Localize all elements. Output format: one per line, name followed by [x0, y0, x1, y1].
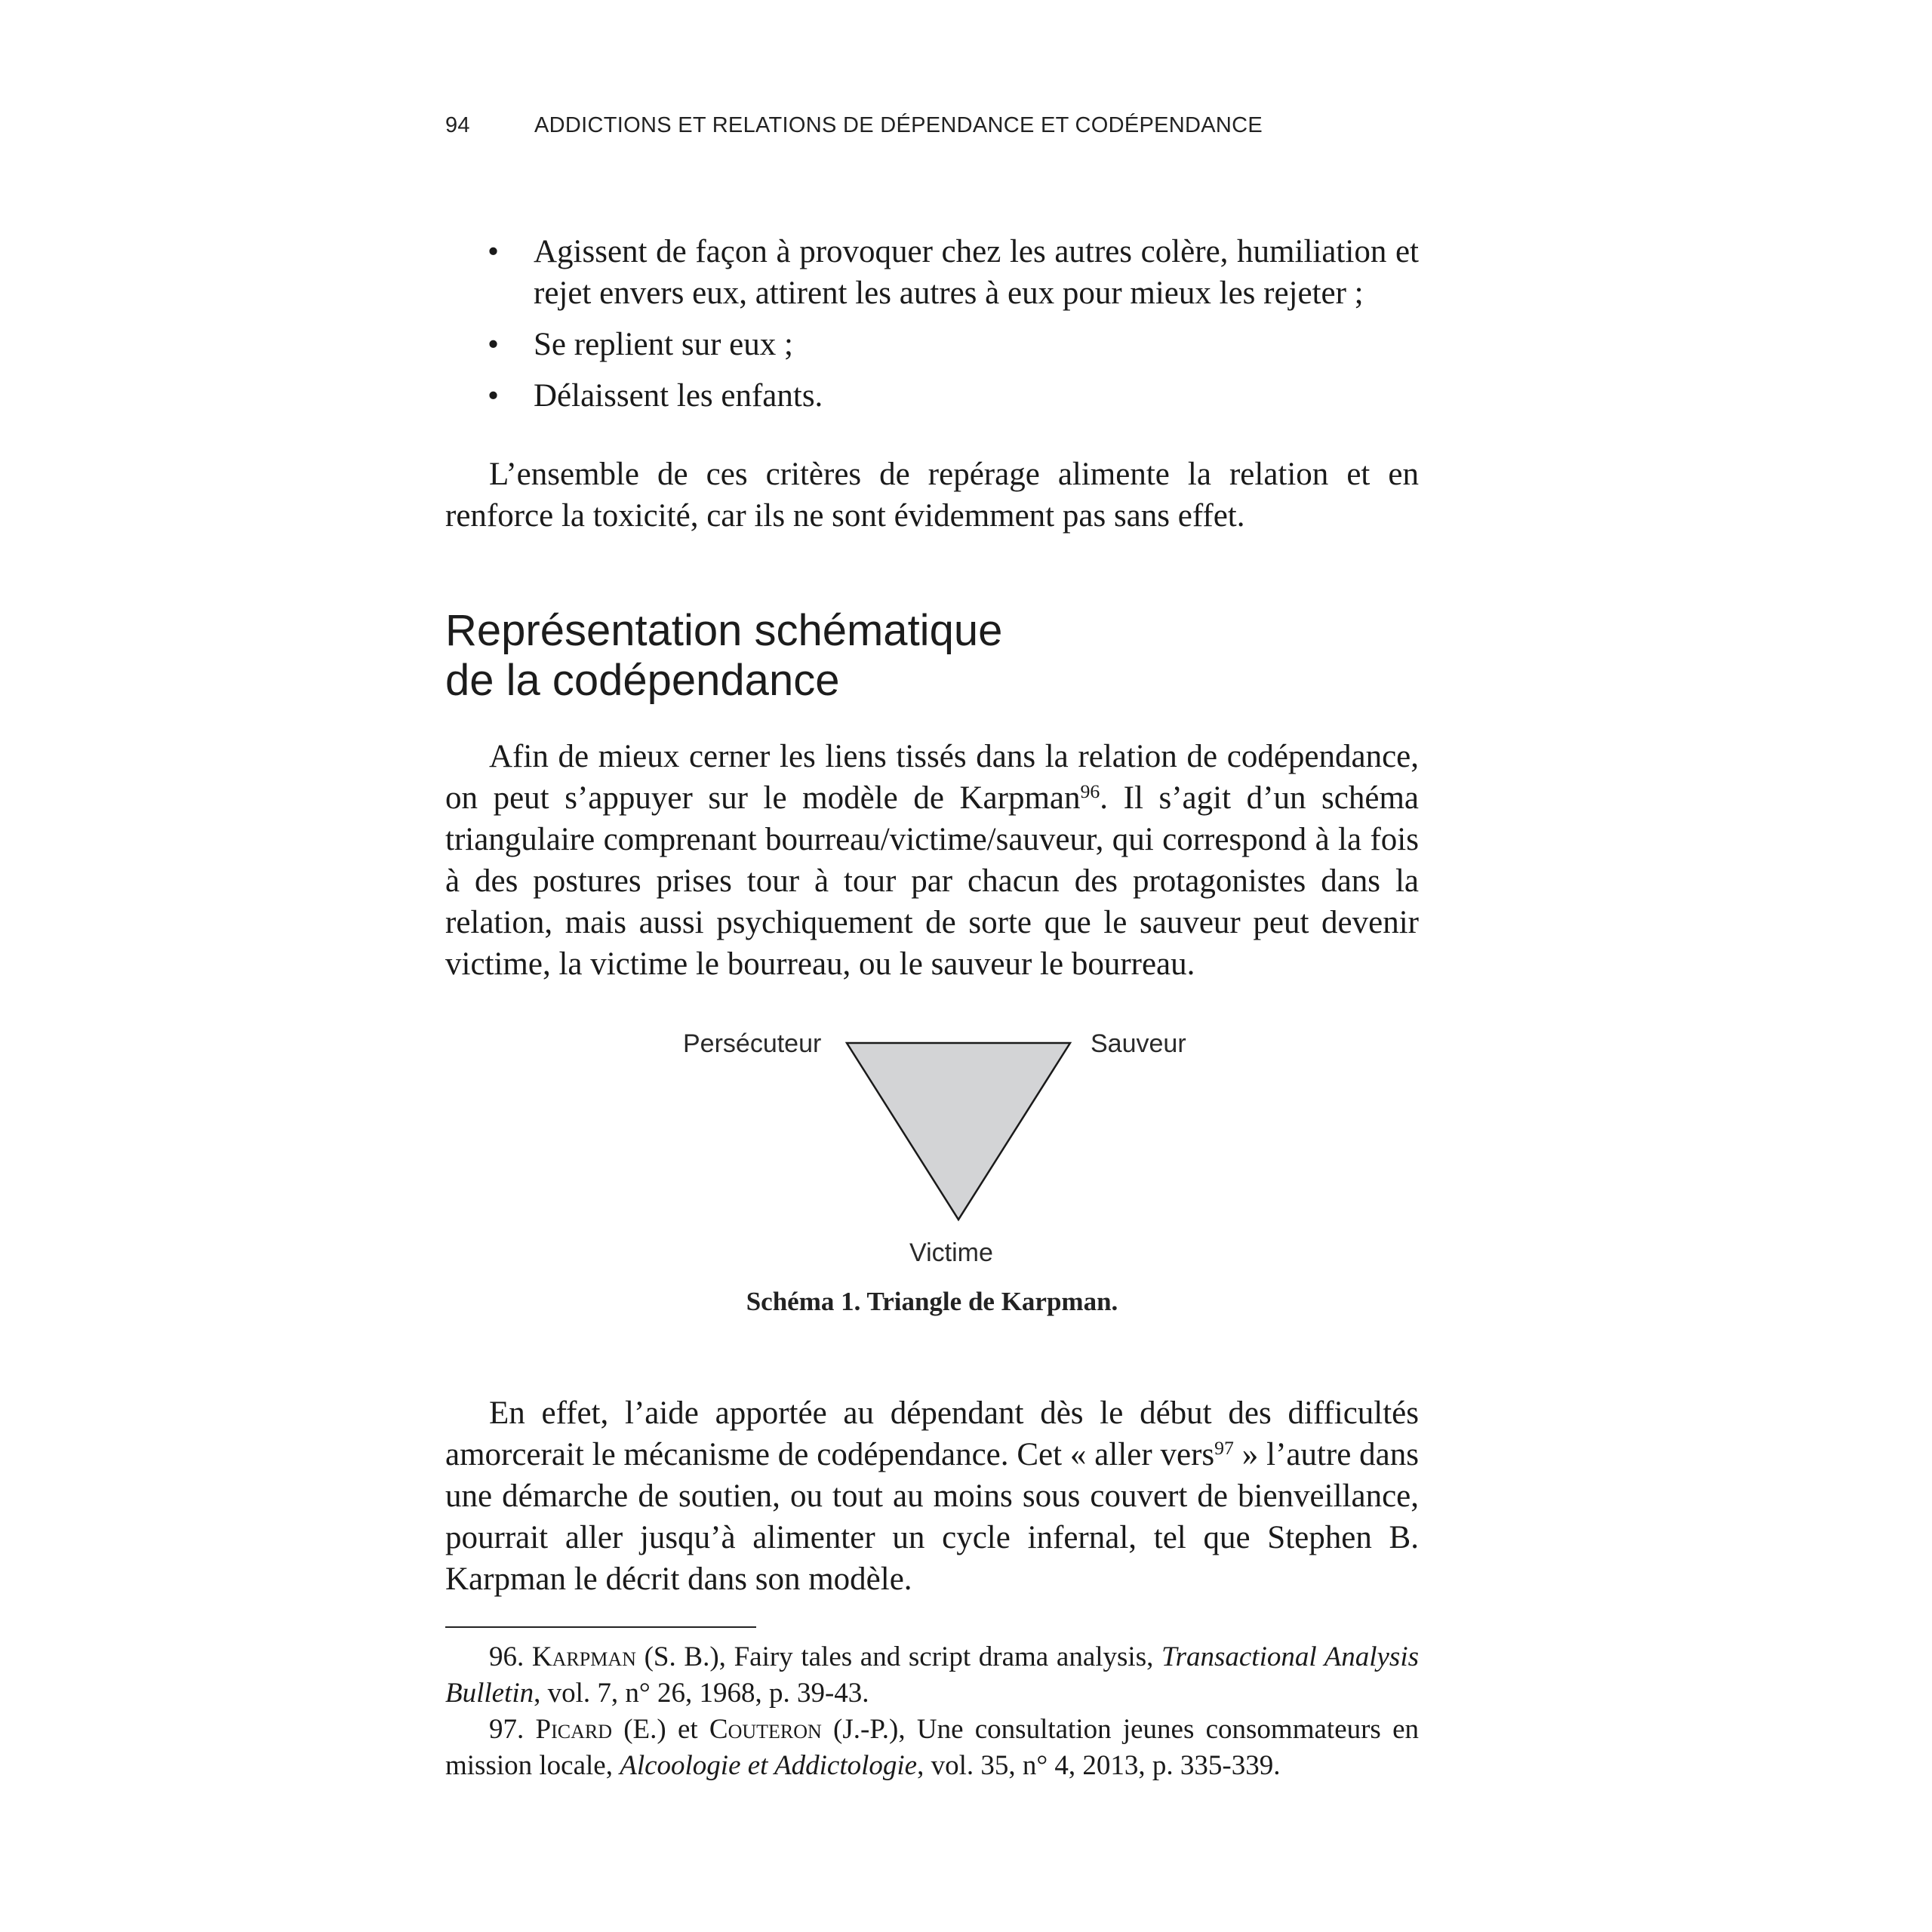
running-head-title: ADDICTIONS ET RELATIONS DE DÉPENDANCE ET CODÉPENDANCE — [534, 113, 1263, 137]
footnote-number: 97. — [489, 1714, 525, 1745]
book-page — [445, 0, 1419, 1932]
footnote-96 — [445, 1639, 1419, 1712]
paragraph-text: En effet, l’aide apportée au dépendant dès le début des difficultés amorcerait le mécanisme de codépendance. Cet « aller vers — [445, 1395, 1419, 1472]
section-heading-line-2: de la codépendance — [445, 656, 840, 705]
paragraph-text: . Il s’agit d’un schéma triangulaire comprenant bourreau/victime/sauveur, qui correspond à la fois à des postures prises tour à tour par chacun des protagonistes dans la relation, mais aussi psychiquement de sorte que le sauveur peut devenir victime, la victime le bourreau, ou le sauveur le bourreau. — [445, 780, 1419, 982]
footnote-journal: Transactional Analysis Bulletin — [445, 1641, 1420, 1709]
triangle-shape — [845, 1041, 1072, 1223]
footnote-author: Karpman — [531, 1641, 636, 1672]
list-item — [445, 324, 1419, 365]
footnote-author: Couteron — [709, 1714, 822, 1745]
karpman-triangle — [847, 1043, 1070, 1220]
figure-caption: Schéma 1. Triangle de Karpman. — [746, 1287, 1118, 1316]
paragraph-criteria-effect: L’ensemble de ces critères de repérage alimente la relation et en renforce la toxicité, car ils ne sont évidemment pas sans effet. — [445, 457, 1419, 534]
page-number: 94 — [445, 113, 470, 137]
footnote-ref-96[interactable]: 96 — [1080, 780, 1100, 802]
list-item-text: Délaissent les enfants. — [534, 378, 823, 414]
footnote-ref-97[interactable]: 97 — [1214, 1436, 1234, 1459]
list-item-text: Agissent de façon à provoquer chez les autres colère, humiliation et rejet envers eux, attirent les autres à eux pour mieux les rejeter ; — [534, 234, 1419, 311]
footnote-text: , vol. 7, n° 26, 1968, p. 39-43. — [534, 1678, 869, 1709]
paragraph-text: Afin de mieux cerner les liens tissés dans la relation de codépendance, on peut s’appuyer sur le modèle de Karpman — [445, 739, 1419, 816]
section-heading-line-1: Représentation schématique — [445, 606, 1003, 655]
list-item-text: Se replient sur eux ; — [534, 327, 793, 362]
bullet-icon: • — [488, 378, 500, 414]
footnote-text: (E.) et — [611, 1714, 709, 1745]
label-sauveur: Sauveur — [1091, 1029, 1186, 1058]
label-victime: Victime — [909, 1238, 993, 1267]
list-item — [445, 231, 1419, 314]
paragraph-codependance-mechanism — [445, 1392, 1419, 1600]
label-persecuteur: Persécuteur — [683, 1029, 822, 1058]
bullet-icon: • — [488, 234, 500, 269]
footnote-divider — [445, 1626, 756, 1628]
bullet-icon: • — [488, 327, 500, 362]
criteria-list — [445, 231, 1419, 426]
footnote-97 — [445, 1712, 1419, 1784]
paragraph-karpman-model — [445, 736, 1419, 985]
footnote-journal: Alcoologie et Addictologie — [620, 1750, 918, 1781]
paragraph-text: » l’autre dans une démarche de soutien, ou tout au moins sous couvert de bienveillance, pourrait aller jusqu’à alimenter un cycle infernal, tel que Stephen B. Karpman le décrit dans son modèle. — [445, 1437, 1419, 1597]
footnotes — [445, 1639, 1419, 1784]
footnote-author: Picard — [535, 1714, 612, 1745]
footnote-text: (J.-P.), Une consultation jeunes consommateurs en mission locale, — [445, 1714, 1419, 1781]
karpman-triangle-diagram — [445, 1019, 1419, 1275]
list-item — [445, 375, 1419, 417]
section-heading — [445, 606, 1200, 706]
footnote-text: , vol. 35, n° 4, 2013, p. 335-339. — [917, 1750, 1281, 1781]
running-head — [445, 113, 1263, 138]
footnote-text: (S. B.), Fairy tales and script drama analysis, — [635, 1641, 1162, 1672]
footnote-number: 96. — [489, 1641, 525, 1672]
